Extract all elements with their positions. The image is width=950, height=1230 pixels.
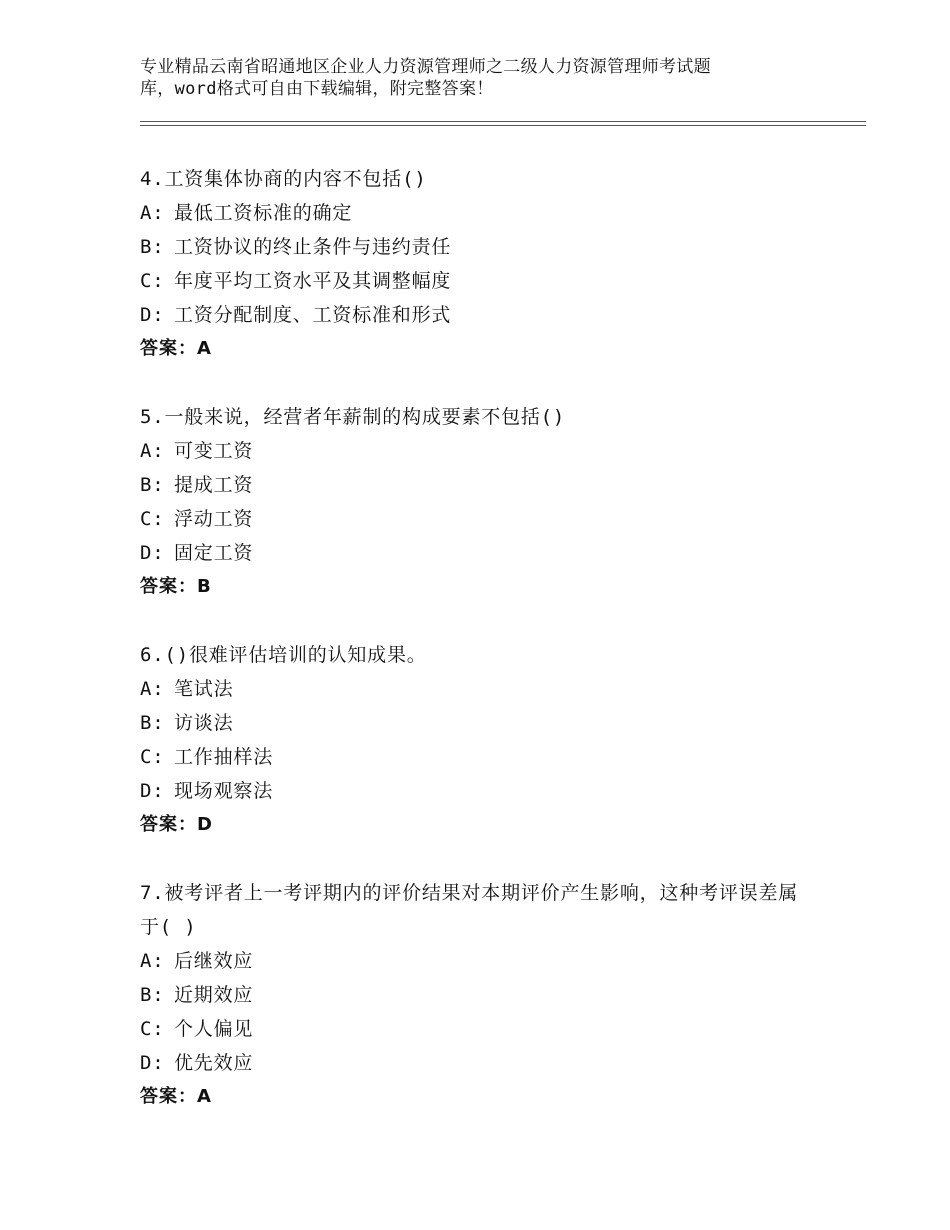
question-5 (140, 400, 840, 604)
option-c (140, 264, 840, 298)
question-stem: 6.()很难评估培训的认知成果。 (140, 644, 427, 666)
question-stem: 4.工资集体协商的内容不包括() (140, 168, 427, 190)
option-b (140, 978, 840, 1012)
option-letter: D: (140, 1052, 165, 1074)
answer-line: 答案：D (140, 814, 213, 835)
option-text: 笔试法 (174, 678, 234, 700)
option-text: 可变工资 (174, 440, 254, 462)
option-letter: B: (140, 712, 165, 734)
option-letter: C: (140, 508, 165, 530)
option-letter: B: (140, 236, 165, 258)
option-text: 工资分配制度、工资标准和形式 (174, 304, 452, 326)
option-letter: B: (140, 984, 165, 1006)
option-text: 提成工资 (174, 474, 254, 496)
option-letter: A: (140, 202, 165, 224)
answer-line: 答案：A (140, 338, 212, 359)
option-letter: C: (140, 1018, 165, 1040)
header-title-line-1: 专业精品云南省昭通地区企业人力资源管理师之二级人力资源管理师考试题 (140, 57, 711, 77)
option-text: 后继效应 (174, 950, 254, 972)
option-text: 最低工资标准的确定 (174, 202, 353, 224)
answer-line: 答案：B (140, 576, 212, 597)
option-d (140, 1046, 840, 1080)
option-b (140, 468, 840, 502)
answer-line: 答案：A (140, 1086, 212, 1107)
document-header (140, 56, 780, 100)
option-a (140, 196, 840, 230)
option-d (140, 774, 840, 808)
option-text: 近期效应 (174, 984, 254, 1006)
option-letter: A: (140, 440, 165, 462)
option-text: 年度平均工资水平及其调整幅度 (174, 270, 452, 292)
option-text: 固定工资 (174, 542, 254, 564)
option-text: 工资协议的终止条件与违约责任 (174, 236, 452, 258)
option-letter: A: (140, 678, 165, 700)
option-letter: C: (140, 270, 165, 292)
option-c (140, 502, 840, 536)
option-c (140, 740, 840, 774)
option-letter: D: (140, 542, 165, 564)
question-list (140, 162, 840, 1148)
option-text: 优先效应 (174, 1052, 254, 1074)
option-text: 个人偏见 (174, 1018, 254, 1040)
option-b (140, 230, 840, 264)
header-divider-top (140, 121, 866, 122)
question-stem: 5.一般来说，经营者年薪制的构成要素不包括() (140, 406, 566, 428)
question-6 (140, 638, 840, 842)
option-d (140, 298, 840, 332)
header-divider-bottom (140, 125, 866, 126)
option-letter: D: (140, 304, 165, 326)
question-7 (140, 876, 840, 1114)
option-a (140, 434, 840, 468)
option-d (140, 536, 840, 570)
option-letter: A: (140, 950, 165, 972)
option-text: 浮动工资 (174, 508, 254, 530)
question-stem: 7.被考评者上一考评期内的评价结果对本期评价产生影响，这种考评误差属于( ) (140, 882, 799, 938)
option-b (140, 706, 840, 740)
option-text: 工作抽样法 (174, 746, 274, 768)
option-c (140, 1012, 840, 1046)
question-4 (140, 162, 840, 366)
option-letter: C: (140, 746, 165, 768)
option-a (140, 672, 840, 706)
option-letter: B: (140, 474, 165, 496)
option-a (140, 944, 840, 978)
option-letter: D: (140, 780, 165, 802)
option-text: 访谈法 (174, 712, 234, 734)
header-title-line-2: 库，word格式可自由下载编辑，附完整答案！ (140, 79, 494, 99)
option-text: 现场观察法 (174, 780, 274, 802)
